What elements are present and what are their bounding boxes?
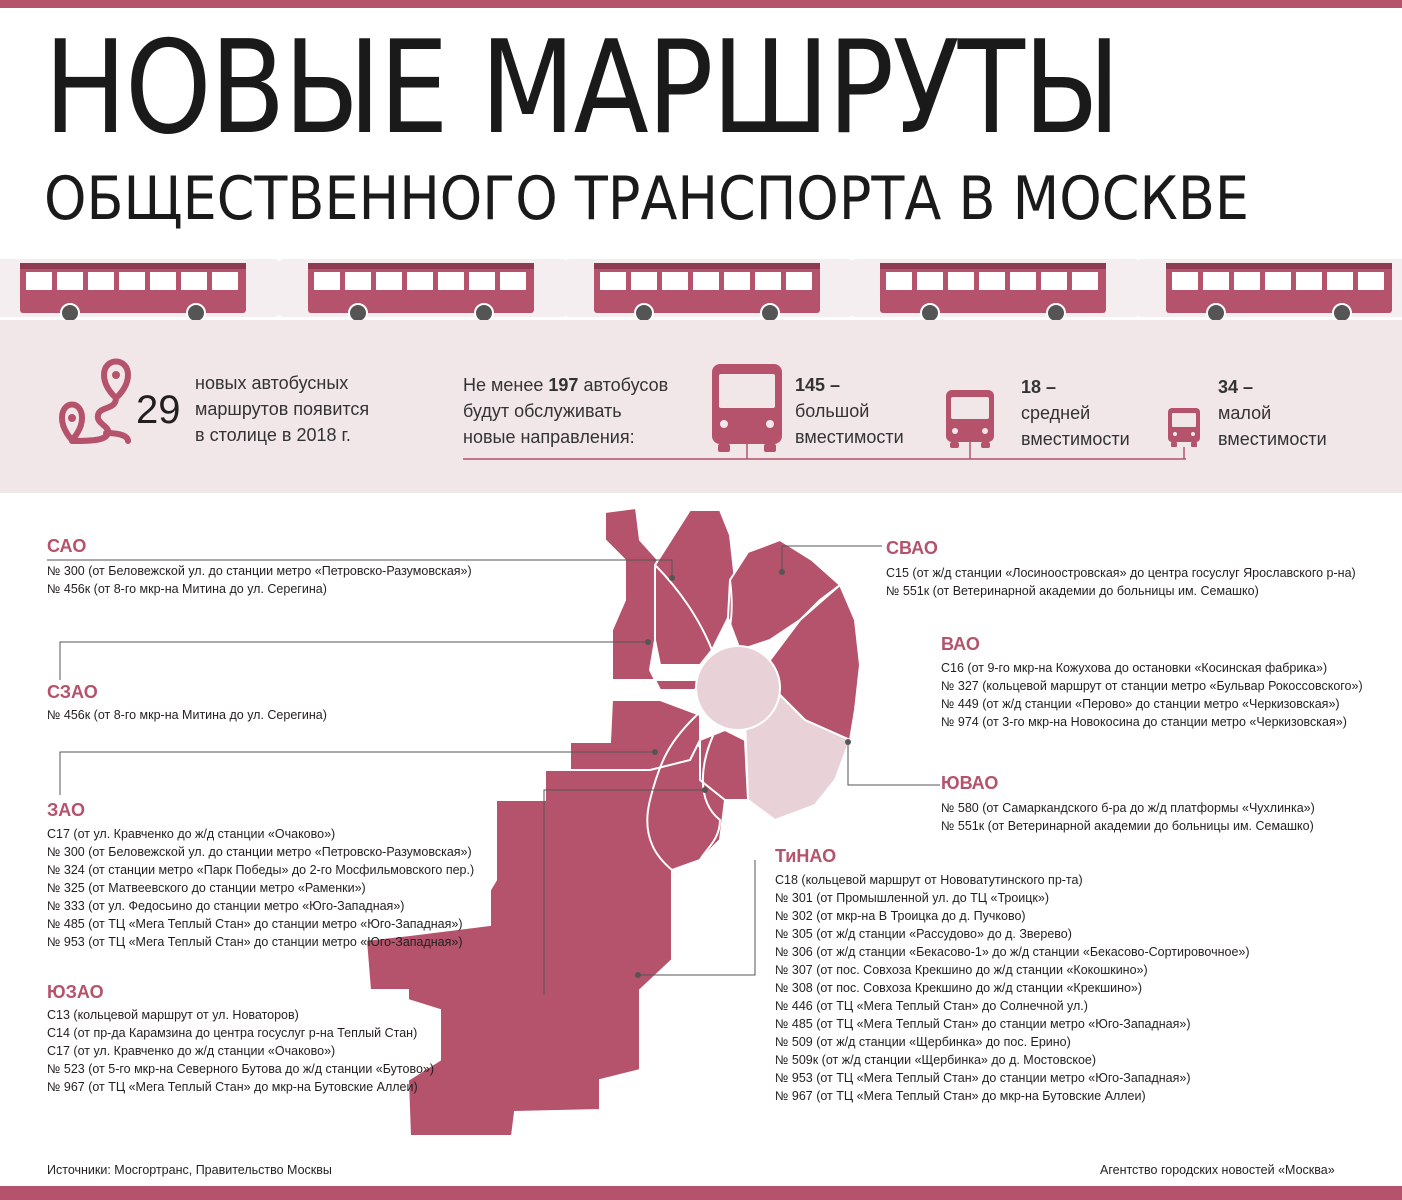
- sao-region: [655, 510, 735, 665]
- subtitle: ОБЩЕСТВЕННОГО ТРАНСПОРТА В МОСКВЕ: [44, 164, 1249, 234]
- bottom-bar: [0, 1186, 1402, 1200]
- district-sao: САО: [47, 536, 87, 556]
- district-szao: СЗАО: [47, 682, 98, 702]
- routes-tinao: С18 (кольцевой маршрут от Нововатутинского пр-та) № 301 (от Промышленной ул. до ТЦ «Троицк») № 302 (от мкр-на В Троицка до д. Пучково) № 305 (от ж/д станции «Рассудово» до д. Зверево) № 306 (от ж/д станции «Бекасово-1» до ж/д станции «Бекасово-Сортировочное») № 307 (от пос. Совхоза Крекшино до ж/д станции «Кокошкино») № 308 (от пос. Совхоза Крекшино до ж/д станции «Крекшино») № 446 (от ТЦ «Мега Теплый Стан» до Солнечной ул.) № 485 (от ТЦ «Мега Теплый Стан» до станции метро «Юго-Западная») № 509 (от ж/д станции «Щербинка» до пос. Ерино) № 509к (от ж/д станции «Щербинка» до д. Мостовское) № 953 (от ТЦ «Мега Теплый Стан» до станции метро «Юго-Западная») № 967 (от ТЦ «Мега Теплый Стан» до мкр-на Бутовские Аллеи): [775, 873, 1250, 1103]
- district-vao: ВАО: [941, 634, 980, 654]
- routes-vao: С16 (от 9-го мкр-на Кожухова до остановки «Косинская фабрика») № 327 (кольцевой маршрут от станции метро «Бульвар Рокоссовского») № 449 (от ж/д станции «Перово» до станции метро «Черкизовская») № 974 (от 3-го мкр-на Новокосина до станции метро «Черкизовская»): [941, 661, 1363, 729]
- routes-count: 29: [136, 388, 181, 432]
- district-svao: СВАО: [886, 538, 938, 558]
- routes-yuvao: № 580 (от Самаркандского б-ра до ж/д платформы «Чухлинка») № 551к (от Ветеринарной академии до больницы им. Семашко): [941, 801, 1315, 833]
- large-bus-stat: 145 – большой вместимости: [795, 375, 904, 447]
- small-bus-stat: 34 – малой вместимости: [1218, 377, 1327, 449]
- routes-zao: С17 (от ул. Кравченко до ж/д станции «Очаково») № 300 (от Беловежской ул. до станции метро «Петровско-Разумовская») № 324 (от станции метро «Парк Победы» до 2-го Мосфильмовского пер.) № 325 (от Матвеевского до станции метро «Раменки») № 333 (от ул. Федосьино до станции метро «Юго-Западная») № 485 (от ТЦ «Мега Теплый Стан» до станции метро «Юго-Западная») № 953 (от ТЦ «Мега Теплый Стан» до станции метро «Юго-Западная»): [47, 827, 475, 949]
- center-district: [696, 646, 780, 730]
- buses-intro: Не менее 197 автобусов будут обслуживать новые направления:: [463, 375, 669, 447]
- district-zao: ЗАО: [47, 800, 86, 820]
- medium-bus-stat: 18 – средней вместимости: [1021, 377, 1130, 449]
- district-yuvao: ЮВАО: [941, 773, 999, 793]
- district-yuzao: ЮЗАО: [47, 982, 104, 1002]
- routes-svao: С15 (от ж/д станции «Лосиноостровская» до центра госуслуг Ярославского р-на) № 551к (от Ветеринарной академии до больницы им. Семашко): [886, 566, 1356, 598]
- main-title: НОВЫЕ МАРШРУТЫ: [44, 14, 1119, 163]
- routes-count-text: новых автобусных маршрутов появится в столице в 2018 г.: [195, 373, 370, 445]
- agency-credit: Агентство городских новостей «Москва»: [1100, 1163, 1335, 1177]
- sources-note: Источники: Мосгортранс, Правительство Москвы: [47, 1163, 332, 1177]
- routes-sao: № 300 (от Беловежской ул. до станции метро «Петровско-Разумовская») № 456к (от 8-го мкр-на Митина до ул. Серегина): [47, 564, 472, 596]
- zao-region: [570, 700, 700, 770]
- district-tinao: ТиНАО: [775, 846, 837, 866]
- routes-szao: № 456к (от 8-го мкр-на Митина до ул. Серегина): [47, 708, 327, 722]
- routes-yuzao: С13 (кольцевой маршрут от ул. Новаторов) С14 (от пр-да Карамзина до центра госуслуг р-на Теплый Стан) С17 (от ул. Кравченко до ж/д станции «Очаково») № 523 (от 5-го мкр-на Северного Бутова до ж/д станции «Бутово») № 967 (от ТЦ «Мега Теплый Стан» до мкр-на Бутовские Аллеи): [47, 1008, 435, 1094]
